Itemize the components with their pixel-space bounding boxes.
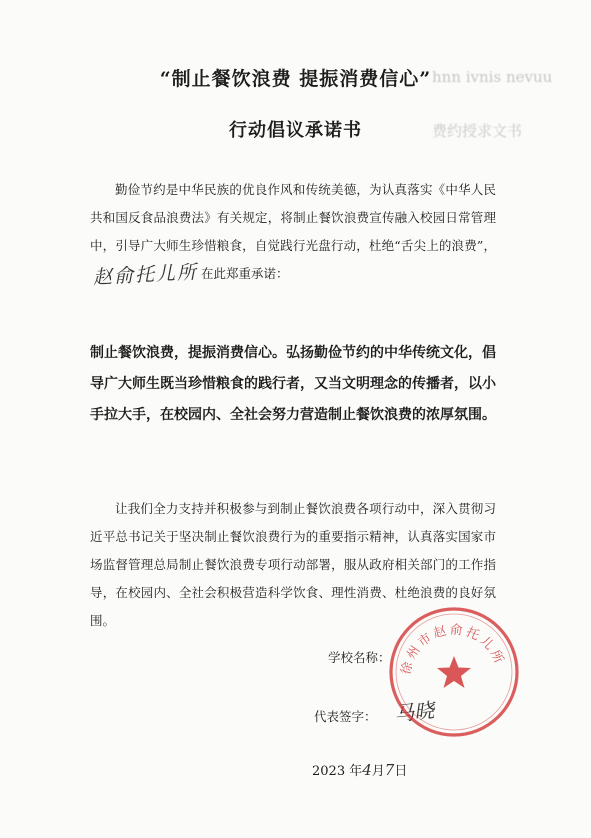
representative-signature: 马晓 [393, 697, 436, 727]
document-title: “制止餐饮浪费 提振消费信心” [159, 68, 432, 90]
date-day-unit: 日 [394, 764, 408, 779]
bleed-through-text-2: 费约授求文书 [432, 122, 523, 140]
date-year: 2023 年 [312, 764, 363, 779]
paragraph-commitment: 制止餐饮浪费，提振消费信心。弘扬勤俭节约的中华传统文化，倡导广大师生既当珍惜粮食的践行者，又当文明理念的传播者，以小手拉大手，在校园内、全社会努力营造制止餐饮浪费的浓厚氛围。 [90, 345, 496, 423]
school-name-label: 学校名称： [328, 650, 391, 665]
paragraph-intro [90, 176, 496, 289]
paragraph-intro-text: 勤俭节约是中华民族的优良作风和传统美德，为认真落实《中华人民共和国反食品浪费法》有关规定，将制止餐饮浪费宣传融入校园日常管理中，引导广大师生珍惜粮食，自觉践行光盘行动，杜绝“舌尖上的浪费”， [90, 182, 496, 253]
bleed-through-text-1: hnn ivnis nevuu [432, 68, 553, 86]
school-handwritten-name: 赵俞托儿所 [92, 261, 199, 289]
signing-date [312, 760, 407, 779]
seal-text: 徐州市赵俞托儿所 [397, 621, 509, 676]
date-day: 7 [384, 761, 395, 779]
document-subtitle: 行动倡议承诺书 [229, 120, 362, 141]
paragraph-intro-tail: 在此郑重承诺： [201, 266, 289, 281]
date-month-unit: 月 [371, 764, 385, 779]
paragraph-action: 让我们全力支持并积极参与到制止餐饮浪费各项行动中，深入贯彻习近平总书记关于坚决制止餐饮浪费行为的重要指示精神，认真落实国家市场监督管理总局制止餐饮浪费专项行动部署，服从政府相关部门的工作指导，在校园内、全社会积极营造科学饮食、理性消费、杜绝浪费的良好氛围。 [90, 501, 496, 628]
date-month: 4 [362, 761, 372, 779]
official-seal-stamp [386, 604, 522, 740]
representative-label: 代表签字： [314, 709, 377, 724]
